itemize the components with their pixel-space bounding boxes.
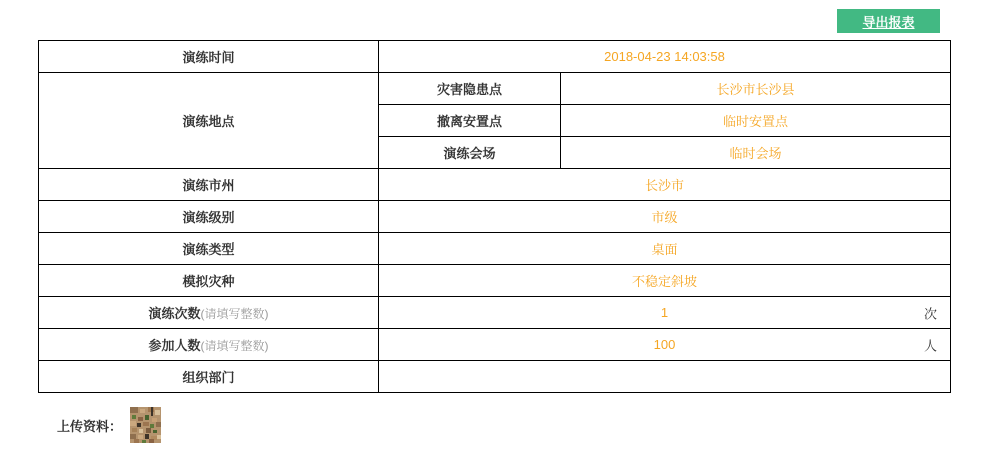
evacuation-site-value: 临时安置点 xyxy=(561,105,951,137)
row-drill-count xyxy=(39,297,951,329)
hazard-point-label: 灾害隐患点 xyxy=(379,73,561,105)
drill-count-cell xyxy=(379,297,951,329)
row-organizing-department xyxy=(39,361,951,393)
evacuation-site-label: 撤离安置点 xyxy=(379,105,561,137)
uploaded-photo-thumbnail[interactable] xyxy=(130,407,161,443)
drill-venue-label: 演练会场 xyxy=(379,137,561,169)
row-drill-location-hazard xyxy=(39,73,951,105)
organizing-department-value xyxy=(379,361,951,393)
organizing-department-label: 组织部门 xyxy=(39,361,379,393)
disaster-type-value: 不稳定斜坡 xyxy=(379,265,951,297)
row-drill-city xyxy=(39,169,951,201)
participant-count-value: 100 xyxy=(653,337,676,352)
drill-city-label: 演练市州 xyxy=(39,169,379,201)
drill-report-table xyxy=(38,40,951,393)
upload-label: 上传资料： xyxy=(57,418,123,434)
drill-level-label: 演练级别 xyxy=(39,201,379,233)
drill-count-value: 1 xyxy=(660,305,669,320)
row-drill-time xyxy=(39,41,951,73)
disaster-type-label: 模拟灾种 xyxy=(39,265,379,297)
row-drill-level xyxy=(39,201,951,233)
drill-type-value: 桌面 xyxy=(379,233,951,265)
participant-count-label-main: 参加人数 xyxy=(148,338,201,353)
participant-count-label xyxy=(39,329,379,361)
drill-venue-value: 临时会场 xyxy=(561,137,951,169)
participant-count-cell xyxy=(379,329,951,361)
drill-count-label-main: 演练次数 xyxy=(148,306,201,321)
participant-count-label-hint: (请填写整数) xyxy=(200,339,269,353)
drill-time-label: 演练时间 xyxy=(39,41,379,73)
drill-type-label: 演练类型 xyxy=(39,233,379,265)
drill-count-unit: 次 xyxy=(923,306,937,321)
export-report-button[interactable]: 导出报表 xyxy=(837,9,940,33)
participant-count-unit: 人 xyxy=(923,338,937,353)
row-drill-type xyxy=(39,233,951,265)
row-participant-count xyxy=(39,329,951,361)
drill-count-label-hint: (请填写整数) xyxy=(200,307,269,321)
drill-time-value: 2018-04-23 14:03:58 xyxy=(379,41,951,73)
drill-city-value: 长沙市 xyxy=(379,169,951,201)
row-disaster-type xyxy=(39,265,951,297)
drill-count-label xyxy=(39,297,379,329)
drill-location-label: 演练地点 xyxy=(39,73,379,169)
hazard-point-value: 长沙市长沙县 xyxy=(561,73,951,105)
drill-level-value: 市级 xyxy=(379,201,951,233)
upload-section xyxy=(57,407,161,443)
